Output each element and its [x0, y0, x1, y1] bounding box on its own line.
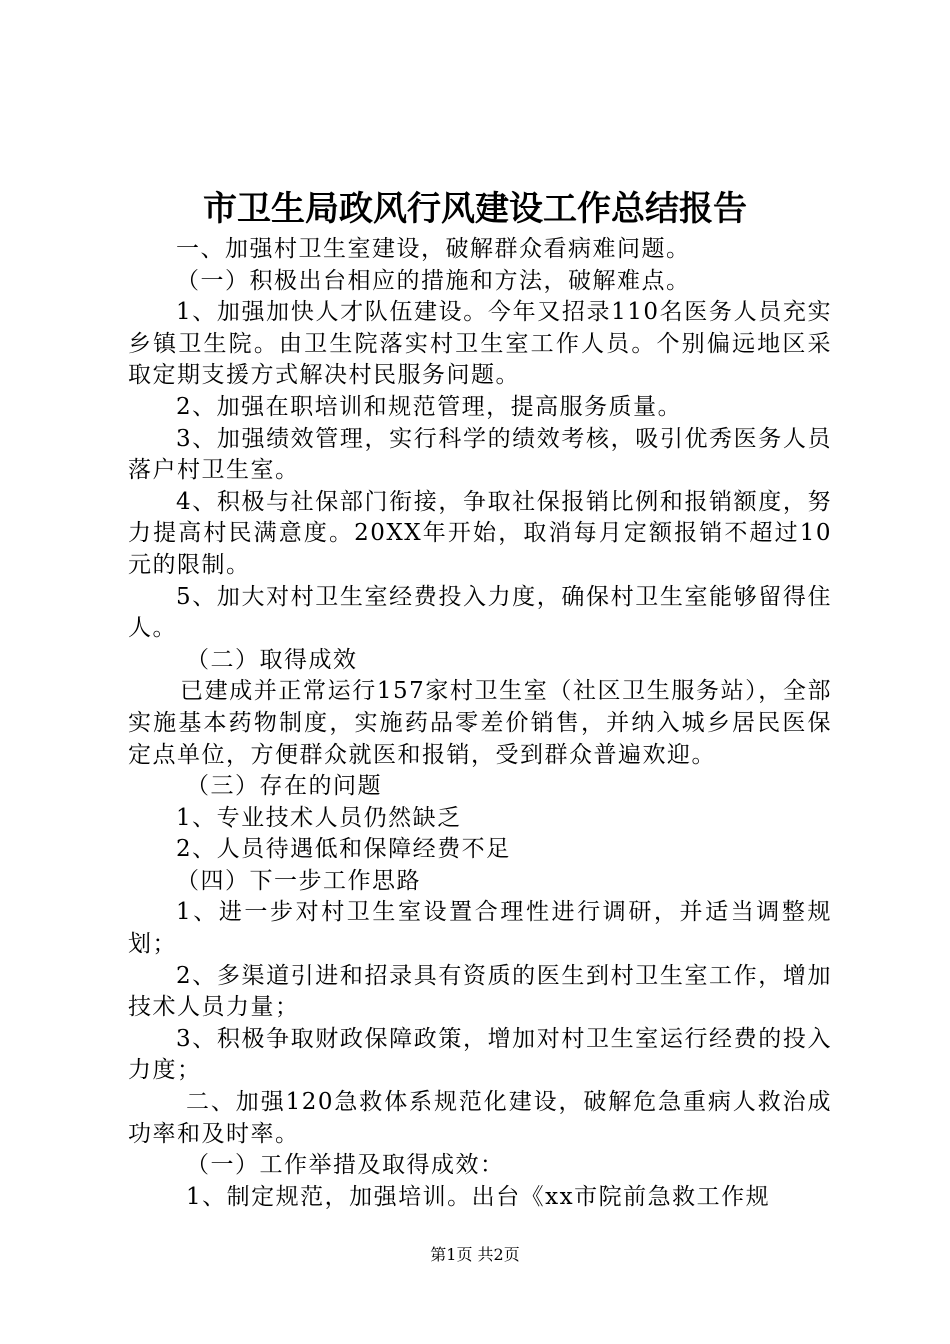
subsection-heading-1-2: （二）取得成效	[186, 646, 358, 673]
paragraph-problem-1: 1、专业技术人员仍然缺乏	[176, 804, 462, 831]
paragraph-problem-2: 2、人员待遇低和保障经费不足	[176, 836, 511, 863]
paragraph-item-4: 4、积极与社保部门衔接，争取社保报销比例和报销额度，努力提高村民满意度。20XX年开始，取消每月定额报销不超过10元的限制。	[128, 488, 832, 578]
paragraph-item-1: 1、加强加快人才队伍建设。今年又招录110名医务人员充实乡镇卫生院。由卫生院落实村卫生室工作人员。个别偏远地区采取定期支援方式解决村民服务问题。	[128, 299, 832, 389]
page-footer: 第1页 共2页	[430, 1245, 520, 1264]
paragraph-plan-3: 3、积极争取财政保障政策，增加对村卫生室运行经费的投入力度；	[128, 1025, 832, 1084]
document-body	[128, 234, 832, 1213]
subsection-heading-1-3: （三）存在的问题	[186, 773, 382, 800]
subsection-heading-1-4: （四）下一步工作思路	[176, 867, 421, 894]
subsection-heading-2-1: （一）工作举措及取得成效：	[186, 1152, 505, 1179]
section-heading-2: 二、加强120急救体系规范化建设，破解危急重病人救治成功率和及时率。	[128, 1089, 832, 1147]
paragraph-item-5: 5、加大对村卫生室经费投入力度，确保村卫生室能够留得住人。	[128, 583, 832, 642]
paragraph-plan-1: 1、进一步对村卫生室设置合理性进行调研，并适当调整规划；	[128, 899, 832, 958]
subsection-heading-1-1: （一）积极出台相应的措施和方法，破解难点。	[176, 267, 691, 294]
paragraph-results: 已建成并正常运行157家村卫生室（社区卫生服务站），全部实施基本药物制度，实施药品零差价销售，并纳入城乡居民医保定点单位，方便群众就医和报销，受到群众普遍欢迎。	[128, 678, 832, 768]
paragraph-item-2: 2、加强在职培训和规范管理，提高服务质量。	[176, 393, 683, 420]
section-heading-1: 一、加强村卫生室建设，破解群众看病难问题。	[176, 236, 691, 262]
paragraph-item-3: 3、加强绩效管理，实行科学的绩效考核，吸引优秀医务人员落户村卫生室。	[128, 425, 832, 484]
paragraph-plan-2: 2、多渠道引进和招录具有资质的医生到村卫生室工作，增加技术人员力量；	[128, 962, 832, 1021]
document-title: 市卫生局政风行风建设工作总结报告	[203, 189, 747, 229]
paragraph-measure-1: 1、制定规范，加强培训。出台《xx市院前急救工作规	[186, 1183, 771, 1210]
